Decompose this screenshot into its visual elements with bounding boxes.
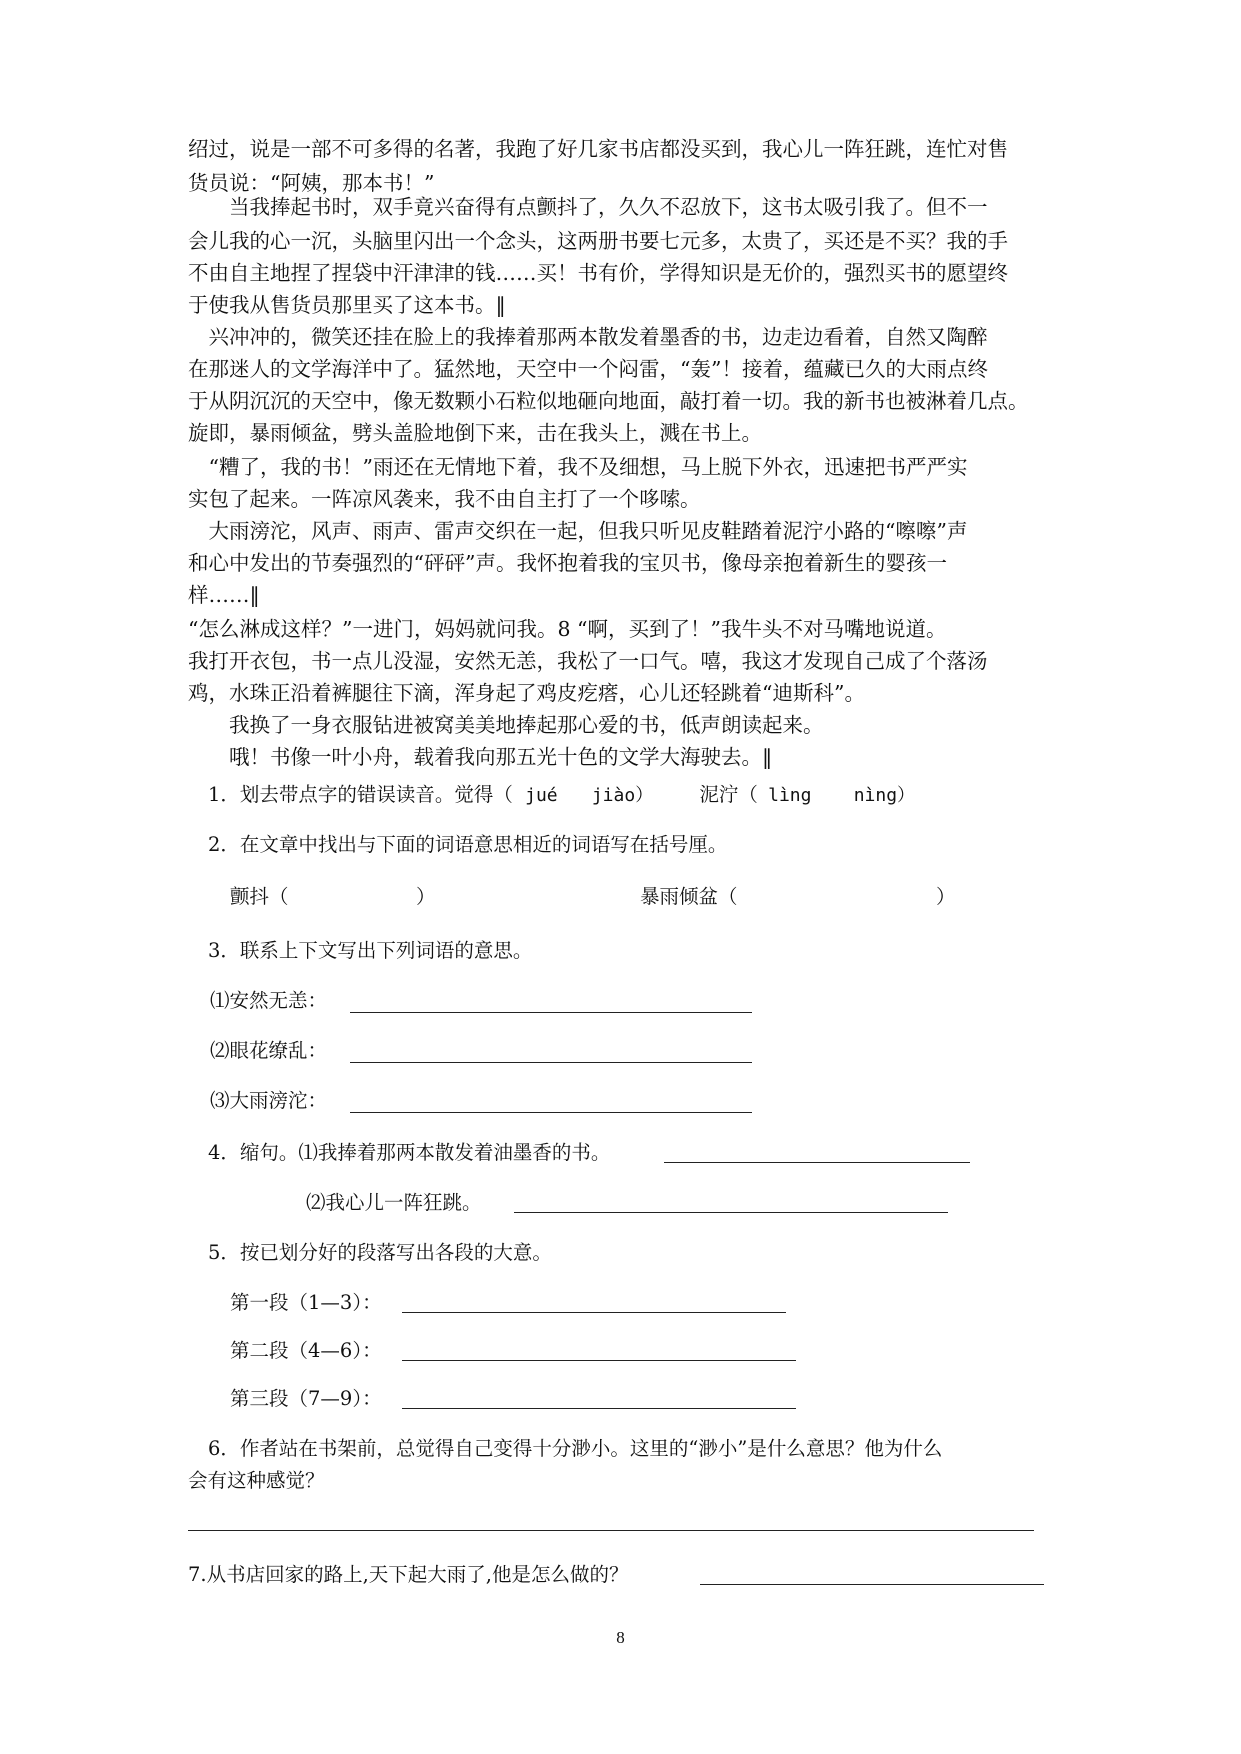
question-4-text: 4．缩句。⑴我捧着那两本散发着油墨香的书。 (208, 1141, 611, 1164)
question-2-text: 2．在文章中找出与下面的词语意思相近的词语写在括号厘。 (208, 833, 728, 856)
passage-line: 样……‖ (188, 583, 260, 607)
passage-line: “糟了，我的书！”雨还在无情地下着，我不及细想，马上脱下外衣，迅速把书严严实 (188, 455, 968, 479)
answer-line[interactable] (664, 1162, 970, 1163)
page-number: 8 (616, 1628, 625, 1647)
question-1-text: 1．划去带点字的错误读音。觉得（ (208, 783, 513, 806)
passage-line: 我换了一身衣服钻进被窝美美地捧起那心爱的书，低声朗读起来。 (188, 713, 824, 737)
passage-line: 在那迷人的文学海洋中了。猛然地，天空中一个闷雷，“轰”！接着，蕴藏已久的大雨点终 (188, 357, 988, 381)
passage-line: 货员说：“阿姨，那本书！” (188, 171, 435, 195)
pinyin-option[interactable]: jué (525, 785, 558, 806)
answer-line[interactable] (350, 1012, 752, 1013)
answer-line[interactable] (188, 1530, 1034, 1531)
passage-line: 不由自主地捏了捏袋中汗津津的钱……买！书有价，学得知识是无价的，强烈买书的愿望终 (188, 261, 1008, 285)
passage-line: 于使我从售货员那里买了这本书。‖ (188, 293, 506, 317)
question-6-line: 会有这种感觉？ (188, 1469, 325, 1492)
passage-line: 于从阴沉沉的天空中，像无数颗小石粒似地砸向地面，敲打着一切。我的新书也被淋着几点。 (188, 389, 1029, 413)
passage-line: 我打开衣包，书一点儿没湿，安然无恙，我松了一口气。嘻，我这才发现自己成了个落汤 (188, 649, 988, 673)
passage-line: 旋即，暴雨倾盆，劈头盖脸地倒下来，击在我头上，溅在书上。 (188, 421, 762, 445)
question-1 (208, 778, 915, 813)
passage-line: “怎么淋成这样？”一进门，妈妈就问我。8 “啊，买到了！”我牛头不对马嘴地说道。 (188, 617, 947, 641)
passage-line: 绍过，说是一部不可多得的名著，我跑了好几家书店都没买到，我心儿一阵狂跳，连忙对售 (188, 137, 1008, 161)
passage-line: 会儿我的心一沉，头脑里闪出一个念头，这两册书要七元多，太贵了，买还是不买？我的手 (188, 229, 1008, 253)
answer-line[interactable] (700, 1584, 1044, 1585)
passage-line: 和心中发出的节奏强烈的“砰砰”声。我怀抱着我的宝贝书，像母亲抱着新生的婴孩一 (188, 551, 947, 575)
answer-line[interactable] (514, 1212, 948, 1213)
question-5-item: 第一段（1—3）： (230, 1291, 382, 1314)
passage-line: 哦！书像一叶小舟，载着我向那五光十色的文学大海驶去。‖ (188, 745, 773, 769)
pinyin-option[interactable]: jiào） (591, 785, 654, 806)
passage-line: 当我捧起书时，双手竟兴奋得有点颤抖了，久久不忍放下，这书太吸引我了。但不一 (188, 195, 988, 219)
passage-line: 大雨滂沱，风声、雨声、雷声交织在一起，但我只听见皮鞋踏着泥泞小路的“嚓嚓”声 (188, 519, 968, 543)
question-2-label-a: 颤抖（ (230, 885, 289, 908)
answer-line[interactable] (350, 1112, 752, 1113)
question-5-text: 5．按已划分好的段落写出各段的大意。 (208, 1241, 552, 1264)
question-5-item: 第三段（7—9）： (230, 1387, 382, 1410)
answer-line[interactable] (402, 1312, 786, 1313)
question-2-label-b: 暴雨倾盆（ (640, 885, 738, 908)
question-2-close-a: ） (416, 885, 436, 908)
question-7-text: 7.从书店回家的路上,天下起大雨了,他是怎么做的？ (188, 1563, 629, 1586)
question-4-sub: ⑵我心儿一阵狂跳。 (306, 1191, 482, 1214)
question-1-word: 泥泞（ (699, 783, 758, 806)
pinyin-option[interactable]: nìng） (853, 785, 916, 806)
question-5-item: 第二段（4—6）： (230, 1339, 382, 1362)
answer-line[interactable] (402, 1408, 796, 1409)
pinyin-option[interactable]: lìng (768, 785, 812, 806)
question-3-item: ⑴安然无恙： (210, 989, 328, 1012)
passage-line: 实包了起来。一阵凉风袭来，我不由自主打了一个哆嗦。 (188, 487, 701, 511)
question-2-close-b: ） (936, 885, 956, 908)
question-3-text: 3．联系上下文写出下列词语的意思。 (208, 939, 533, 962)
passage-line: 兴冲冲的，微笑还挂在脸上的我捧着那两本散发着墨香的书，边走边看着，自然又陶醉 (188, 325, 988, 349)
answer-line[interactable] (350, 1062, 752, 1063)
question-3-item: ⑶大雨滂沱： (210, 1089, 328, 1112)
passage-line: 鸡，水珠正沿着裤腿往下滴，浑身起了鸡皮疙瘩，心儿还轻跳着“迪斯科”。 (188, 681, 865, 705)
question-6-line: 6．作者站在书架前，总觉得自己变得十分渺小。这里的“渺小”是什么意思？他为什么 (208, 1437, 943, 1460)
question-3-item: ⑵眼花缭乱： (210, 1039, 328, 1062)
answer-line[interactable] (402, 1360, 796, 1361)
